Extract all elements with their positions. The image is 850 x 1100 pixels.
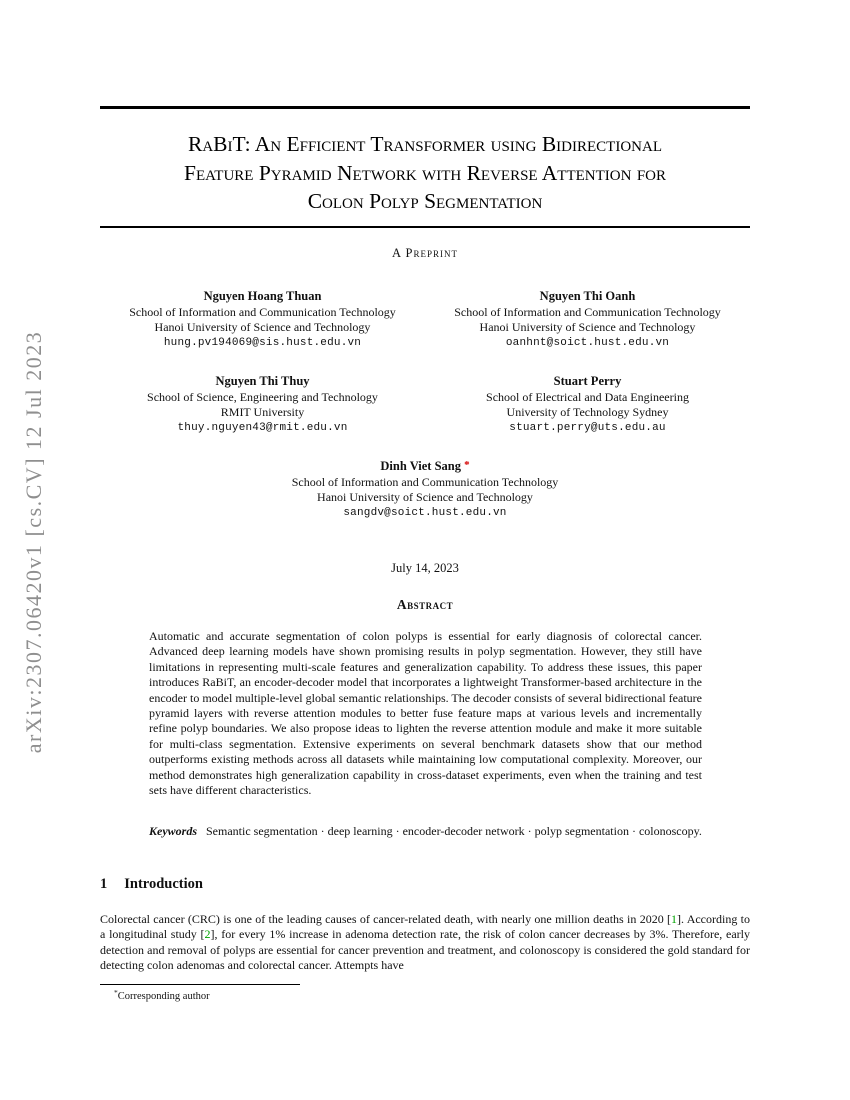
author-email: thuy.nguyen43@rmit.edu.vn [177, 421, 348, 434]
preprint-label: A Preprint [392, 246, 458, 260]
author-name-text: Dinh Viet Sang [380, 459, 461, 473]
section-heading-introduction [100, 876, 203, 893]
author-affiliation-line: Hanoi University of Science and Technology [317, 490, 533, 504]
author-email: hung.pv194069@sis.hust.edu.vn [163, 336, 362, 349]
section-number: 1 [100, 876, 108, 892]
author-affiliation-line: Hanoi University of Science and Technology [154, 320, 371, 334]
author-name: Nguyen Hoang Thuan [203, 289, 322, 303]
author-affiliation-line: University of Technology Sydney [506, 405, 669, 419]
author-block-2 [425, 289, 750, 351]
paper-title-line-3: Colon Polyp Segmentation [307, 189, 543, 213]
intro-text-part: Colorectal cancer (CRC) is one of the leading causes of cancer-related death, with nearly one million deaths in 2020 [ [100, 912, 672, 926]
footnote-marker: * [114, 988, 118, 997]
arxiv-watermark: arXiv:2307.06420v1 [cs.CV] 12 Jul 2023 [21, 330, 46, 754]
author-name: Stuart Perry [553, 374, 622, 388]
keywords-line [149, 824, 702, 840]
author-block-5 [100, 458, 750, 521]
author-name: Nguyen Thi Thuy [215, 374, 310, 388]
section-title: Introduction [124, 876, 203, 892]
paper-title-line-2: Feature Pyramid Network with Reverse Attention for [184, 160, 666, 185]
abstract-heading: Abstract [396, 597, 454, 612]
paper-title-line-1: RaBiT: An Efficient Transformer using Bidirectional [188, 132, 662, 156]
abstract-text: Automatic and accurate segmentation of colon polyps is essential for early diagnosis of colorectal cancer. Advanced deep learning models have shown promising results in polyp segmentation. However, they still have limitations in representing multi-scale features and generalization capability. To address these issues, this paper introduces RaBiT, an encoder-decoder model that incorporates a lightweight Transformer-based architecture in the encoder to model multiple-level global semantic relationships. The decoder consists of several bidirectional feature pyramid layers with reverse attention modules to better fuse feature maps at various levels and incrementally refine polyp boundaries. We also propose ideas to lighten the reverse attention module and make it more suitable for multi-class segmentation. Extensive experiments on several benchmark datasets show that our method outperforms existing methods across all datasets while maintaining low computational complexity. Moreover, our method demonstrates high generalization capability in cross-dataset experiments, even when the training and test sets have different characteristics. [149, 629, 702, 798]
intro-text-part: ]. According to a longitudinal study [ [100, 912, 750, 942]
keywords-label: Keywords [149, 824, 197, 838]
author-name [100, 458, 750, 475]
author-email: sangdv@soict.hust.edu.vn [343, 506, 507, 519]
author-affiliation-line: School of Information and Communication Technology [454, 304, 721, 319]
title-rule-top [100, 106, 750, 109]
citation-link-2[interactable]: 2 [204, 927, 211, 942]
author-name: Nguyen Thi Oanh [539, 289, 636, 303]
footnote-text: Corresponding author [117, 991, 210, 1002]
author-affiliation-line: RMIT University [220, 405, 305, 419]
author-email: stuart.perry@uts.edu.au [509, 421, 666, 434]
introduction-paragraph [100, 912, 750, 973]
author-email: oanhnt@soict.hust.edu.vn [505, 336, 670, 349]
authors-row-3 [100, 458, 750, 521]
author-block-3 [100, 374, 425, 436]
author-affiliation-line: School of Electrical and Data Engineering [486, 389, 689, 404]
footnote [100, 988, 210, 1002]
paper-title [85, 130, 765, 216]
paper-date: July 14, 2023 [391, 561, 459, 575]
citation-link-1[interactable]: 1 [671, 912, 678, 926]
authors-row-1 [100, 289, 750, 351]
title-rule-bottom [100, 226, 750, 228]
intro-text-part: ], for every 1% increase in adenoma detection rate, the risk of colon cancer decreases by 3%. Therefore, early detection and removal of polyps are essential for cancer prevention and treatment, and colonoscopy is considered the gold standard for detecting colon adenomas and colorectal cancer. Attempts have [100, 927, 750, 972]
author-affiliation-line: School of Information and Communication Technology [291, 474, 559, 489]
author-affiliation-line: Hanoi University of Science and Technology [479, 320, 696, 334]
author-block-4 [425, 374, 750, 436]
author-affiliation-line: School of Science, Engineering and Technology [147, 389, 378, 404]
authors-row-2 [100, 374, 750, 436]
footnote-rule [100, 984, 300, 985]
author-affiliation-line: School of Information and Communication Technology [129, 304, 396, 319]
author-block-1 [100, 289, 425, 351]
keywords-text: Semantic segmentation · deep learning · encoder-decoder network · polyp segmentation · colonoscopy. [206, 824, 702, 838]
corresponding-author-marker: * [464, 459, 470, 471]
